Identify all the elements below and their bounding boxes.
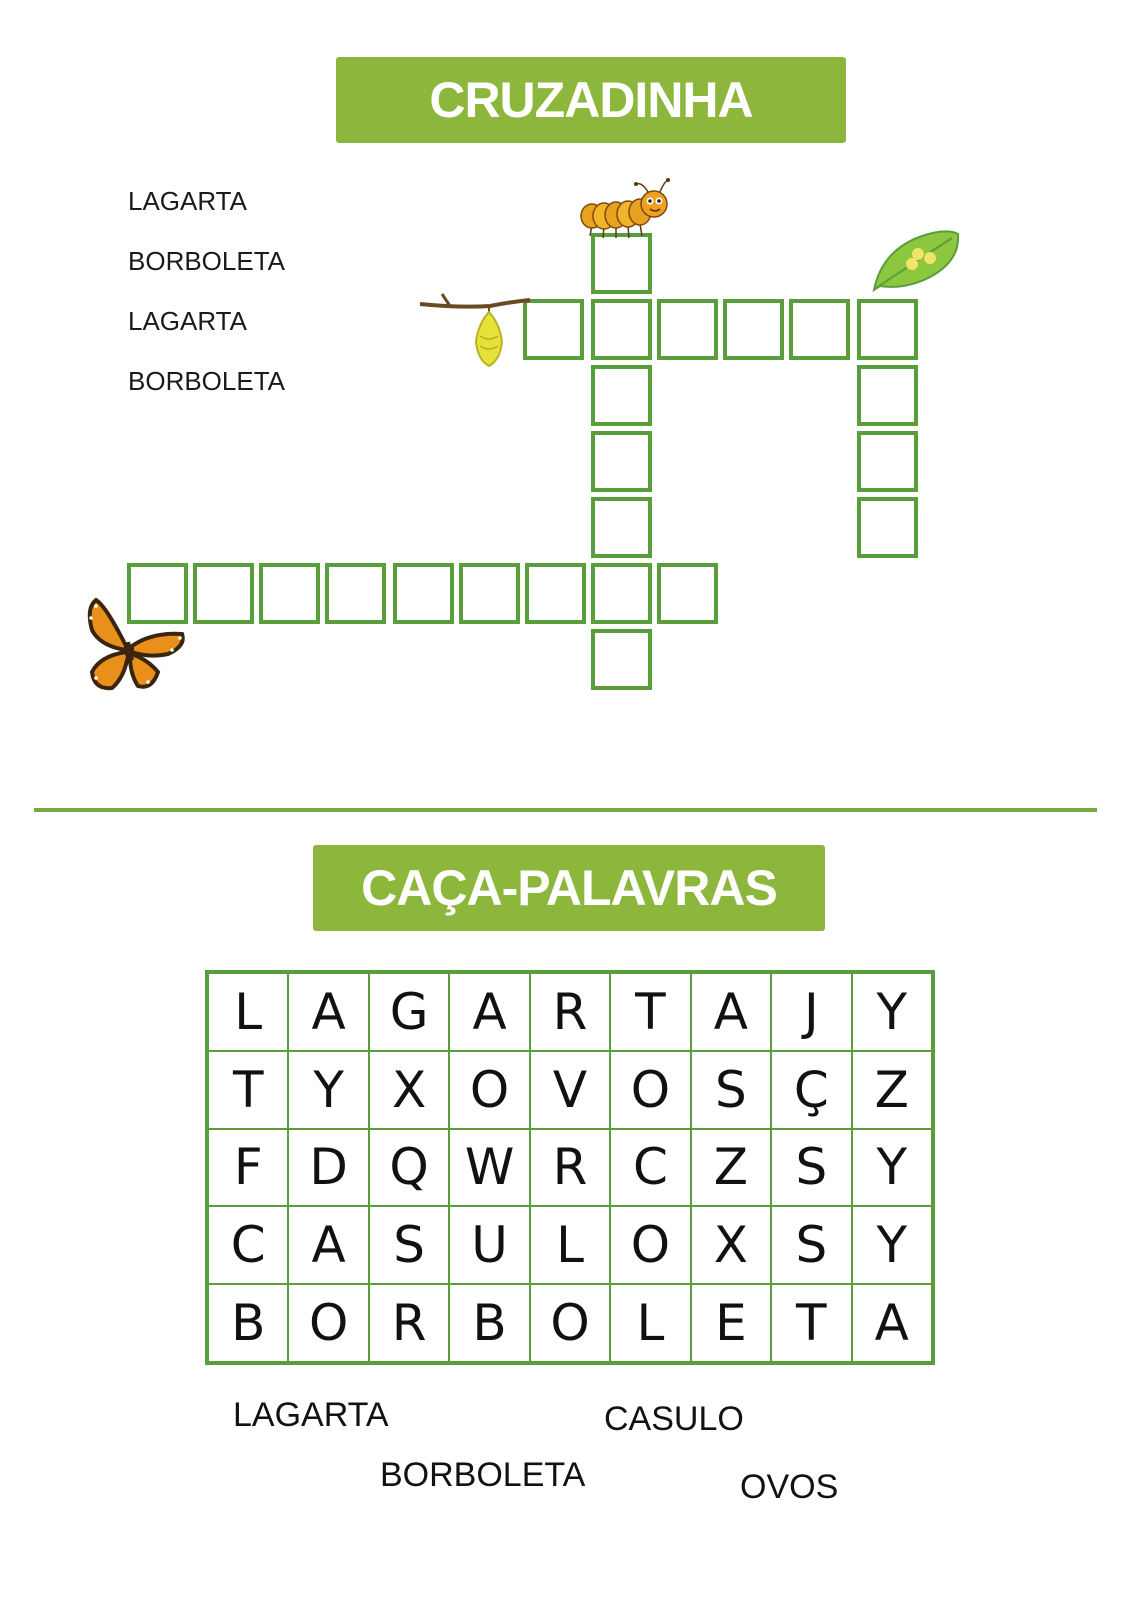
wordsearch-cell[interactable]: O [449, 1051, 529, 1129]
wordsearch-cell[interactable]: D [288, 1129, 368, 1207]
wordsearch-cell[interactable]: O [288, 1284, 368, 1362]
crossword-title: CRUZADINHA [336, 57, 846, 143]
caterpillar-icon [580, 178, 680, 242]
leaf-eggs-icon [872, 230, 960, 292]
wordsearch-cell[interactable]: S [691, 1051, 771, 1129]
wordsearch-cell[interactable]: Y [852, 973, 932, 1051]
wordsearch-cell[interactable]: Y [288, 1051, 368, 1129]
crossword-cell[interactable] [259, 563, 320, 624]
wordsearch-cell[interactable]: L [530, 1206, 610, 1284]
wordsearch-cell[interactable]: Y [852, 1129, 932, 1207]
word-list-item: OVOS [740, 1468, 839, 1506]
crossword-cell[interactable] [789, 299, 850, 360]
crossword-cell[interactable] [591, 233, 652, 294]
clue-item: BORBOLETA [128, 246, 286, 276]
crossword-cell[interactable] [591, 365, 652, 426]
wordsearch-cell[interactable]: R [530, 1129, 610, 1207]
word-list-item: BORBOLETA [380, 1456, 586, 1494]
crossword-cell[interactable] [857, 431, 918, 492]
crossword-cell[interactable] [657, 299, 718, 360]
wordsearch-cell[interactable]: O [530, 1284, 610, 1362]
crossword-cell[interactable] [857, 299, 918, 360]
wordsearch-cell[interactable]: V [530, 1051, 610, 1129]
wordsearch-cell[interactable]: A [288, 1206, 368, 1284]
wordsearch-cell[interactable]: W [449, 1129, 529, 1207]
crossword-cell[interactable] [591, 299, 652, 360]
wordsearch-cell[interactable]: T [208, 1051, 288, 1129]
crossword-cell[interactable] [325, 563, 386, 624]
butterfly-icon [82, 598, 192, 698]
wordsearch-cell[interactable]: L [208, 973, 288, 1051]
wordsearch-cell[interactable]: Ç [771, 1051, 851, 1129]
wordsearch-cell[interactable]: F [208, 1129, 288, 1207]
wordsearch-cell[interactable]: R [369, 1284, 449, 1362]
wordsearch-cell[interactable]: T [771, 1284, 851, 1362]
wordsearch-cell[interactable]: J [771, 973, 851, 1051]
clue-item: BORBOLETA [128, 366, 286, 396]
wordsearch-cell[interactable]: Q [369, 1129, 449, 1207]
wordsearch-cell[interactable]: Z [852, 1051, 932, 1129]
word-list-item: LAGARTA [233, 1396, 389, 1434]
wordsearch-cell[interactable]: U [449, 1206, 529, 1284]
wordsearch-cell[interactable]: G [369, 973, 449, 1051]
crossword-cell[interactable] [525, 563, 586, 624]
wordsearch-cell[interactable]: A [691, 973, 771, 1051]
section-divider [34, 808, 1097, 812]
wordsearch-cell[interactable]: R [530, 973, 610, 1051]
crossword-cell[interactable] [591, 497, 652, 558]
wordsearch-cell[interactable]: E [691, 1284, 771, 1362]
clue-item: LAGARTA [128, 186, 247, 216]
wordsearch-cell[interactable]: L [610, 1284, 690, 1362]
wordsearch-cell[interactable]: B [449, 1284, 529, 1362]
wordsearch-cell[interactable]: O [610, 1206, 690, 1284]
wordsearch-cell[interactable]: S [369, 1206, 449, 1284]
clue-item: LAGARTA [128, 306, 247, 336]
crossword-cell[interactable] [523, 299, 584, 360]
crossword-cell[interactable] [857, 497, 918, 558]
crossword-cell[interactable] [459, 563, 520, 624]
wordsearch-cell[interactable]: C [208, 1206, 288, 1284]
wordsearch-cell[interactable]: X [691, 1206, 771, 1284]
wordsearch-cell[interactable]: A [449, 973, 529, 1051]
crossword-cell[interactable] [591, 563, 652, 624]
wordsearch-cell[interactable]: Z [691, 1129, 771, 1207]
crossword-cell[interactable] [591, 431, 652, 492]
wordsearch-cell[interactable]: A [288, 973, 368, 1051]
crossword-cell[interactable] [657, 563, 718, 624]
wordsearch-cell[interactable]: S [771, 1206, 851, 1284]
wordsearch-cell[interactable]: T [610, 973, 690, 1051]
crossword-cell[interactable] [193, 563, 254, 624]
wordsearch-grid [205, 970, 935, 1365]
wordsearch-cell[interactable]: C [610, 1129, 690, 1207]
wordsearch-cell[interactable]: S [771, 1129, 851, 1207]
wordsearch-cell[interactable]: B [208, 1284, 288, 1362]
wordsearch-cell[interactable]: A [852, 1284, 932, 1362]
wordsearch-title: CAÇA-PALAVRAS [313, 845, 825, 931]
crossword-cell[interactable] [723, 299, 784, 360]
crossword-cell[interactable] [591, 629, 652, 690]
word-list-item: CASULO [604, 1400, 744, 1438]
chrysalis-branch-icon [420, 290, 530, 370]
crossword-cell[interactable] [857, 365, 918, 426]
crossword-cell[interactable] [393, 563, 454, 624]
wordsearch-cell[interactable]: X [369, 1051, 449, 1129]
wordsearch-cell[interactable]: O [610, 1051, 690, 1129]
wordsearch-cell[interactable]: Y [852, 1206, 932, 1284]
